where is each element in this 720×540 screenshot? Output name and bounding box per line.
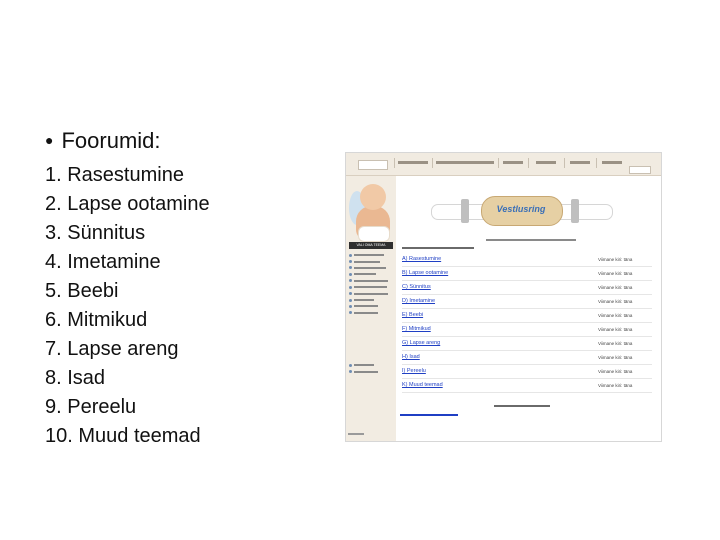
nav-divider — [564, 158, 565, 168]
forum-list-item: 5. Beebi — [45, 280, 119, 302]
nav-item[interactable] — [536, 161, 556, 164]
forum-row — [402, 281, 652, 295]
bullet-icon — [349, 305, 352, 308]
bullet-icon — [349, 299, 352, 302]
sidebar-menu-item[interactable] — [349, 310, 395, 316]
forum-list-item: 4. Imetamine — [45, 251, 161, 273]
bullet-icon — [349, 254, 352, 257]
row-divider — [402, 392, 652, 393]
bullet-icon — [349, 279, 352, 282]
bullet-icon — [349, 292, 352, 295]
forum-row — [402, 309, 652, 323]
forum-list-item: 2. Lapse ootamine — [45, 193, 210, 215]
forum-list-item: 8. Isad — [45, 367, 106, 389]
nav-item[interactable] — [602, 161, 622, 164]
nav-item[interactable] — [398, 161, 428, 164]
forum-link[interactable]: G) Lapse areng — [402, 340, 441, 346]
top-navigation-bar — [346, 153, 661, 176]
intro-text — [402, 245, 474, 250]
forum-link[interactable]: H) Isad — [402, 354, 420, 360]
forum-list-item: 6. Mitmikud — [45, 309, 148, 331]
bullet-icon — [349, 260, 352, 263]
forum-link[interactable]: D) Imetamine — [402, 298, 436, 304]
forum-link[interactable]: A) Rasestumine — [402, 256, 442, 262]
forum-list-slide — [45, 127, 335, 451]
forum-row — [402, 351, 652, 365]
forum-row — [402, 295, 652, 309]
forum-row — [402, 267, 652, 281]
theme-heading: VALI OMA TEEMA — [349, 242, 393, 249]
forum-row — [402, 253, 652, 267]
last-post-meta: Viimane kiri: täna — [598, 355, 633, 360]
last-post-meta: Viimane kiri: täna — [598, 383, 633, 388]
bullet-icon — [349, 266, 352, 269]
last-post-meta: Viimane kiri: täna — [598, 257, 633, 262]
sidebar-extra-menu — [349, 362, 395, 375]
vestlusring-banner — [431, 188, 611, 234]
forum-link[interactable]: E) Beebi — [402, 312, 424, 318]
intro-text — [486, 237, 576, 242]
heading-text: Foorumid: — [61, 128, 161, 153]
forum-row — [402, 379, 652, 393]
baby-head-shape — [360, 184, 386, 210]
bullet-icon — [349, 273, 352, 276]
banner-tube-cap — [571, 199, 579, 223]
last-post-meta: Viimane kiri: täna — [598, 313, 633, 318]
bullet-icon: ● — [45, 132, 54, 148]
last-post-meta: Viimane kiri: täna — [598, 271, 633, 276]
nav-item[interactable] — [570, 161, 590, 164]
nav-divider — [432, 158, 433, 168]
slide-heading — [45, 127, 335, 154]
forum-list-item: 7. Lapse areng — [45, 338, 179, 360]
nav-divider — [596, 158, 597, 168]
bullet-icon — [349, 364, 352, 367]
bullet-icon — [349, 311, 352, 314]
last-post-meta: Viimane kiri: täna — [598, 299, 633, 304]
forum-list-item: 10. Muud teemad — [45, 425, 201, 447]
left-sidebar — [346, 176, 396, 441]
forum-link[interactable]: I) Pereelu — [402, 368, 426, 374]
forum-link[interactable]: C) Sünnitus — [402, 284, 431, 290]
last-post-meta: Viimane kiri: täna — [598, 285, 633, 290]
forum-website-screenshot — [345, 152, 662, 442]
nav-divider — [498, 158, 499, 168]
forum-link[interactable]: B) Lapse ootamine — [402, 270, 449, 276]
banner-title: Vestlusring — [496, 204, 546, 214]
forum-link[interactable]: K) Muud teemad — [402, 382, 443, 388]
banner-tube-cap — [461, 199, 469, 223]
last-post-meta: Viimane kiri: täna — [598, 341, 633, 346]
forum-list-item: 1. Rasestumine — [45, 164, 184, 186]
last-post-meta: Viimane kiri: täna — [598, 369, 633, 374]
forum-list-item: 3. Sünnitus — [45, 222, 146, 244]
nav-item[interactable] — [503, 161, 523, 164]
corner-logo — [348, 432, 364, 436]
sidebar-menu — [349, 252, 395, 316]
forum-row — [402, 337, 652, 351]
nav-right-button[interactable] — [629, 166, 651, 174]
baby-diaper-shape — [358, 226, 390, 242]
bullet-icon — [349, 370, 352, 373]
nav-divider — [394, 158, 395, 168]
forum-row — [402, 323, 652, 337]
footer-text — [494, 403, 550, 408]
forum-link[interactable]: F) Mitmikud — [402, 326, 431, 332]
sidebar-menu-item[interactable] — [349, 368, 395, 374]
bottom-link[interactable] — [400, 412, 458, 417]
nav-home-button[interactable] — [358, 160, 388, 170]
last-post-meta: Viimane kiri: täna — [598, 327, 633, 332]
nav-item[interactable] — [436, 161, 494, 164]
forum-row — [402, 365, 652, 379]
nav-divider — [528, 158, 529, 168]
forum-list-item: 9. Pereelu — [45, 396, 137, 418]
bullet-icon — [349, 286, 352, 289]
